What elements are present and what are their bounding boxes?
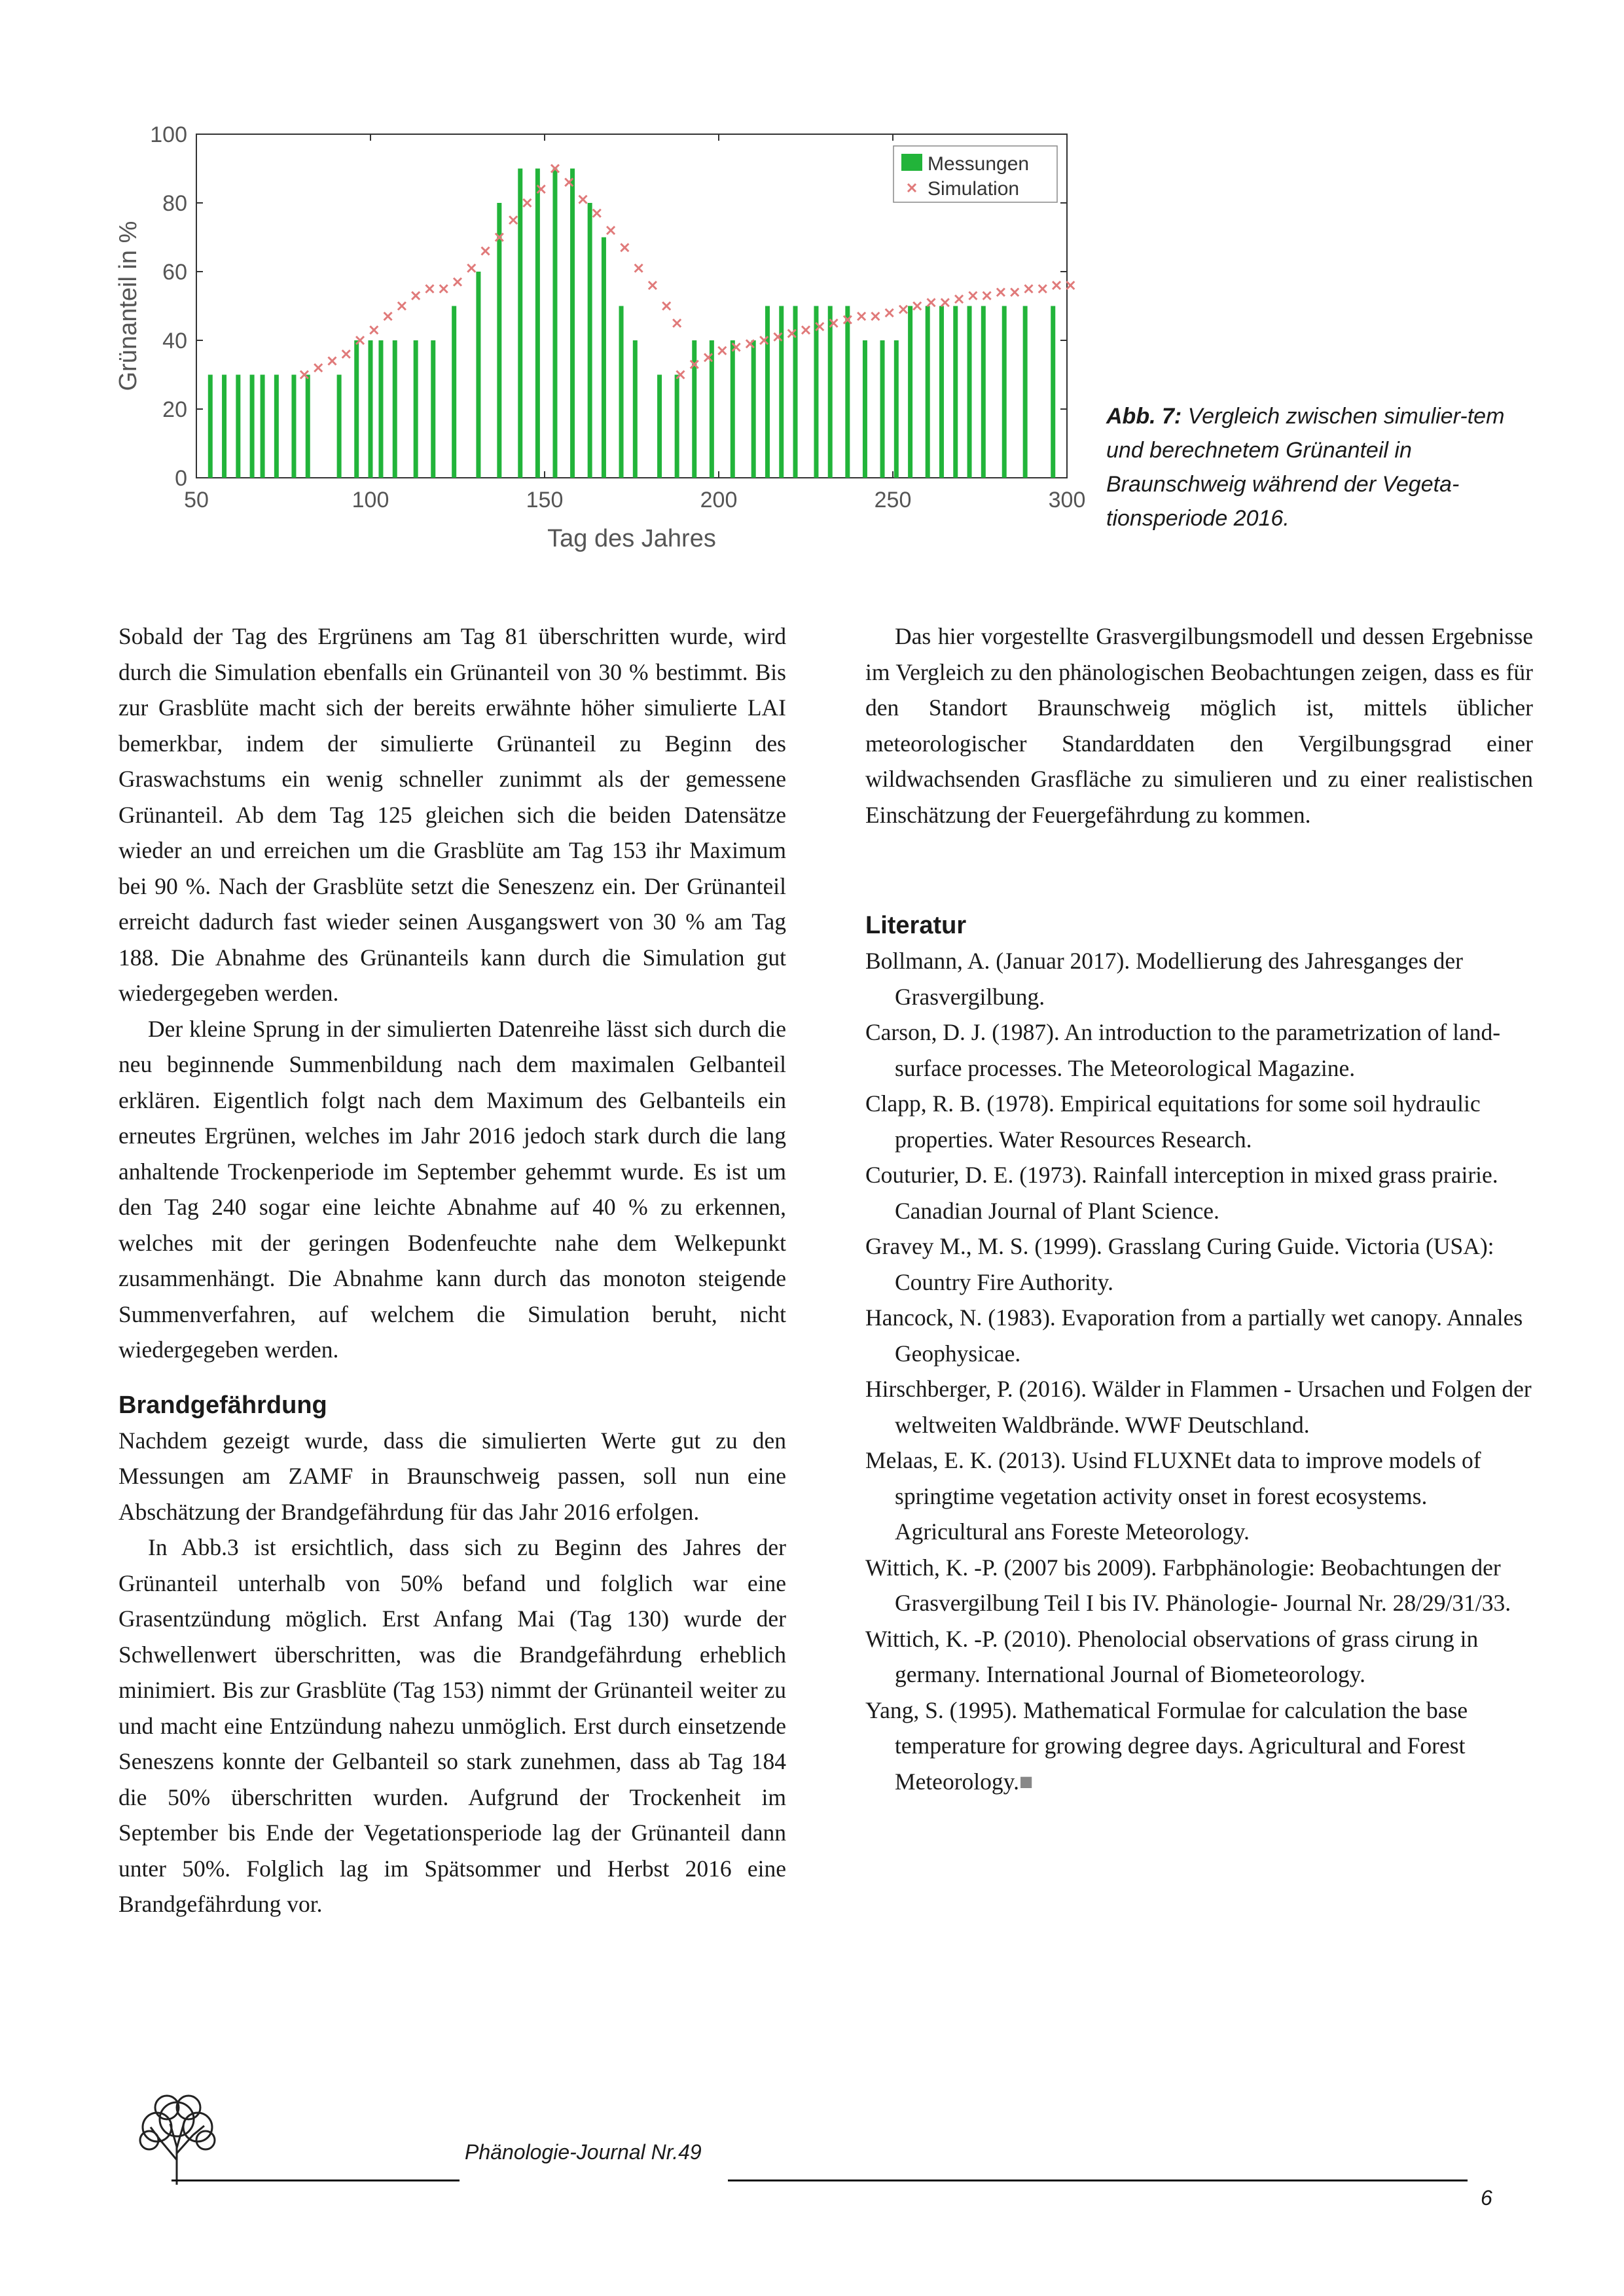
- reference-item: Clapp, R. B. (1978). Empirical equitations for some soil hydraulic properties. Water Resources Research.: [865, 1090, 1481, 1153]
- bar: [378, 340, 383, 478]
- bar: [619, 306, 624, 478]
- x-tick-label: 100: [352, 488, 389, 512]
- bar: [908, 306, 912, 478]
- reference-item: [865, 1693, 1533, 1800]
- bar: [497, 203, 501, 478]
- reference-item: Hirschberger, P. (2016). Wälder in Flammen - Ursachen und Folgen der weltweiten Waldbrände. WWF Deutschland.: [865, 1376, 1532, 1438]
- bar: [369, 340, 373, 478]
- y-tick-label: 60: [162, 260, 187, 285]
- bar: [236, 375, 240, 478]
- x-axis-label: Tag des Jahres: [547, 525, 716, 552]
- bar: [845, 306, 850, 478]
- bar: [981, 306, 986, 478]
- x-tick-label: 300: [1048, 488, 1086, 512]
- bar: [1051, 306, 1055, 478]
- section-heading-brandgefaehrdung: Brandgefährdung: [118, 1391, 327, 1419]
- paragraph: Sobald der Tag des Ergrünens am Tag 81 überschritten wurde, wird durch die Simulation ebenfalls ein Grünanteil von 30 % bestimmt. Bis zur Grasblüte macht sich der bereits erwähnte höher simulierte LAI bemerkbar, indem der simulierte Grünanteil zu Beginn des Graswachstums ein wenig schneller zunimmt als der gemessene Grünanteil. Ab dem Tag 125 gleichen sich die beiden Datensätze wieder an und erreichen um die Grasblüte am Tag 153 ihr Maximum bei 90 %. Nach der Grasblüte setzt die Seneszenz ein. Der Grünanteil erreicht dadurch fast wieder seinen Ausgangswert von 30 % am Tag 188. Die Abnahme des Grünanteils kann durch die Simulation gut wiedergegeben werden.: [118, 623, 786, 1006]
- paragraph: In Abb.3 ist ersichtlich, dass sich zu Beginn des Jahres der Grünanteil unterhalb von 50% befand und folglich war eine Grasentzündung möglich. Erst Anfang Mai (Tag 130) wurde der Schwellenwert überschritten, was die Brandgefährdung erheblich minimiert. Bis zur Grasblüte (Tag 153) nimmt der Grünanteil weiter zu und macht eine Entzündung nahezu unmöglich. Erst durch einsetzende Seneszens konnte der Gelbanteil so stark zunehmen, dass ab Tag 184 die 50% überschritten wurden. Aufgrund der Trockenheit im September bis Ende der Vegetationsperiode lag der Grünanteil dann unter 50%. Folglich lag im Spätsommer und Herbst 2016 eine Brandgefährdung vor.: [118, 1534, 786, 1917]
- paragraph: Nachdem gezeigt wurde, dass die simulierten Werte gut zu den Messungen am ZAMF in Braunschweig passen, soll nun eine Abschätzung der Brandgefährdung für das Jahr 2016 erfolgen.: [118, 1427, 786, 1525]
- bar: [894, 340, 899, 478]
- bar: [814, 306, 818, 478]
- bar: [414, 340, 418, 478]
- bar: [953, 306, 958, 478]
- end-mark: ■: [1019, 1768, 1034, 1795]
- section-heading-literatur: Literatur: [865, 912, 967, 939]
- footer-rule-left: [171, 2179, 460, 2181]
- page-number: 6: [1481, 2186, 1492, 2210]
- footer-journal: Phänologie-Journal Nr.49: [465, 2140, 702, 2164]
- bar: [306, 375, 310, 478]
- bar: [926, 306, 930, 478]
- x-tick-label: 200: [700, 488, 738, 512]
- left-column: [118, 619, 786, 1922]
- bar: [476, 272, 480, 478]
- reference-item: Wittich, K. -P. (2010). Phenolocial observations of grass cirung in germany. International Journal of Biometeorology.: [865, 1625, 1479, 1687]
- bar: [261, 375, 265, 478]
- legend-swatch-messungen: [901, 154, 922, 171]
- caption-label: Abb. 7:: [1106, 404, 1182, 429]
- bar: [535, 169, 540, 478]
- reference-item: Carson, D. J. (1987). An introduction to the parametrization of land-surface processes. The Meteorological Magazine.: [865, 1019, 1501, 1081]
- bar: [967, 306, 972, 478]
- y-tick-label: 80: [162, 191, 187, 216]
- figure-caption: [1106, 399, 1525, 535]
- reference-text: Yang, S. (1995). Mathematical Formulae for calculation the base temperature for growing degree days. Agricultural and Forest Meteorology.: [865, 1696, 1468, 1795]
- bar: [518, 169, 522, 478]
- bar: [602, 238, 606, 478]
- bar: [222, 375, 226, 478]
- bar: [828, 306, 833, 478]
- bar: [880, 340, 885, 478]
- bar: [633, 340, 638, 478]
- y-tick-label: 20: [162, 397, 187, 422]
- tree-logo-icon: [131, 2088, 223, 2186]
- x-tick-label: 250: [874, 488, 912, 512]
- x-tick-label: 150: [526, 488, 564, 512]
- bar: [274, 375, 279, 478]
- simulation-point: [1066, 281, 1074, 289]
- bar: [765, 306, 770, 478]
- bar: [731, 340, 735, 478]
- y-tick-label: 40: [162, 329, 187, 353]
- bar: [570, 169, 575, 478]
- bar: [692, 340, 696, 478]
- reference-item: Melaas, E. K. (2013). Usind FLUXNEt data to improve models of springtime vegetation activity onset in forest ecosystems. Agricultural ans Foreste Meteorology.: [865, 1447, 1481, 1545]
- bar: [863, 340, 867, 478]
- legend-label-messungen: Messungen: [928, 153, 1030, 175]
- bar: [354, 340, 359, 478]
- bar: [208, 375, 213, 478]
- figure-chart: [105, 111, 1087, 569]
- bar: [291, 375, 296, 478]
- reference-item: Wittich, K. -P. (2007 bis 2009). Farbphänologie: Beobachtungen der Grasvergilbung Teil I bis IV. Phänologie- Journal Nr. 28/29/31/33.: [865, 1554, 1511, 1616]
- bar: [552, 169, 557, 478]
- bar: [779, 306, 784, 478]
- chart-svg: [105, 111, 1087, 569]
- bar: [657, 375, 662, 478]
- bar: [1002, 306, 1007, 478]
- bar: [250, 375, 255, 478]
- bar: [751, 340, 756, 478]
- x-tick-label: 50: [184, 488, 209, 512]
- caption-text: Vergleich zwischen simulier-tem und berechnetem Grünanteil in Braunschweig während der Vegeta-tionsperiode 2016.: [1106, 404, 1505, 531]
- bar: [431, 340, 435, 478]
- bar: [452, 306, 456, 478]
- legend-label-simulation: Simulation: [928, 178, 1020, 200]
- reference-item: Hancock, N. (1983). Evaporation from a partially wet canopy. Annales Geophysicae.: [865, 1304, 1523, 1367]
- y-tick-label: 100: [150, 122, 187, 147]
- bar: [588, 203, 592, 478]
- bar: [337, 375, 342, 478]
- bar: [675, 375, 679, 478]
- bar: [393, 340, 397, 478]
- right-column: [865, 619, 1533, 1799]
- footer-rule-right: [728, 2179, 1468, 2181]
- reference-item: Gravey M., M. S. (1999). Grasslang Curing Guide. Victoria (USA): Country Fire Authority.: [865, 1233, 1494, 1295]
- y-axis-label: Grünanteil in %: [115, 221, 142, 391]
- bar: [939, 306, 944, 478]
- y-tick-label: 0: [175, 466, 187, 491]
- paragraph: Das hier vorgestellte Grasvergilbungsmodell und dessen Ergebnisse im Vergleich zu den phänologischen Beobachtungen zeigen, dass es für den Standort Braunschweig möglich ist, mittels üblicher meteorologischer Standarddaten den Vergilbungsgrad einer wildwachsenden Grasfläche zu simulieren und zu einer realistischen Einschätzung der Feuergefährdung zu kommen.: [865, 623, 1533, 828]
- bar: [1023, 306, 1028, 478]
- reference-item: Couturier, D. E. (1973). Rainfall interception in mixed grass prairie. Canadian Journal of Plant Science.: [865, 1162, 1498, 1224]
- paragraph: Der kleine Sprung in der simulierten Datenreihe lässt sich durch die neu beginnende Summenbildung nach dem maximalen Gelbanteil erklären. Eigentlich folgt nach dem Maximum des Gelbanteils ein erneutes Ergrünen, welches im Jahr 2016 jedoch stark durch die lang anhaltende Trockenperiode im September gehemmt wurde. Es ist um den Tag 240 sogar eine leichte Abnahme auf 40 % zu erkennen, welches mit der geringen Bodenfeuchte nahe dem Welkepunkt zusammenhängt. Die Abnahme kann durch das monoton steigende Summenverfahren, auf welchem die Simulation beruht, nicht wiedergegeben werden.: [118, 1015, 786, 1363]
- reference-item: Bollmann, A. (Januar 2017). Modellierung des Jahresganges der Grasvergilbung.: [865, 948, 1463, 1010]
